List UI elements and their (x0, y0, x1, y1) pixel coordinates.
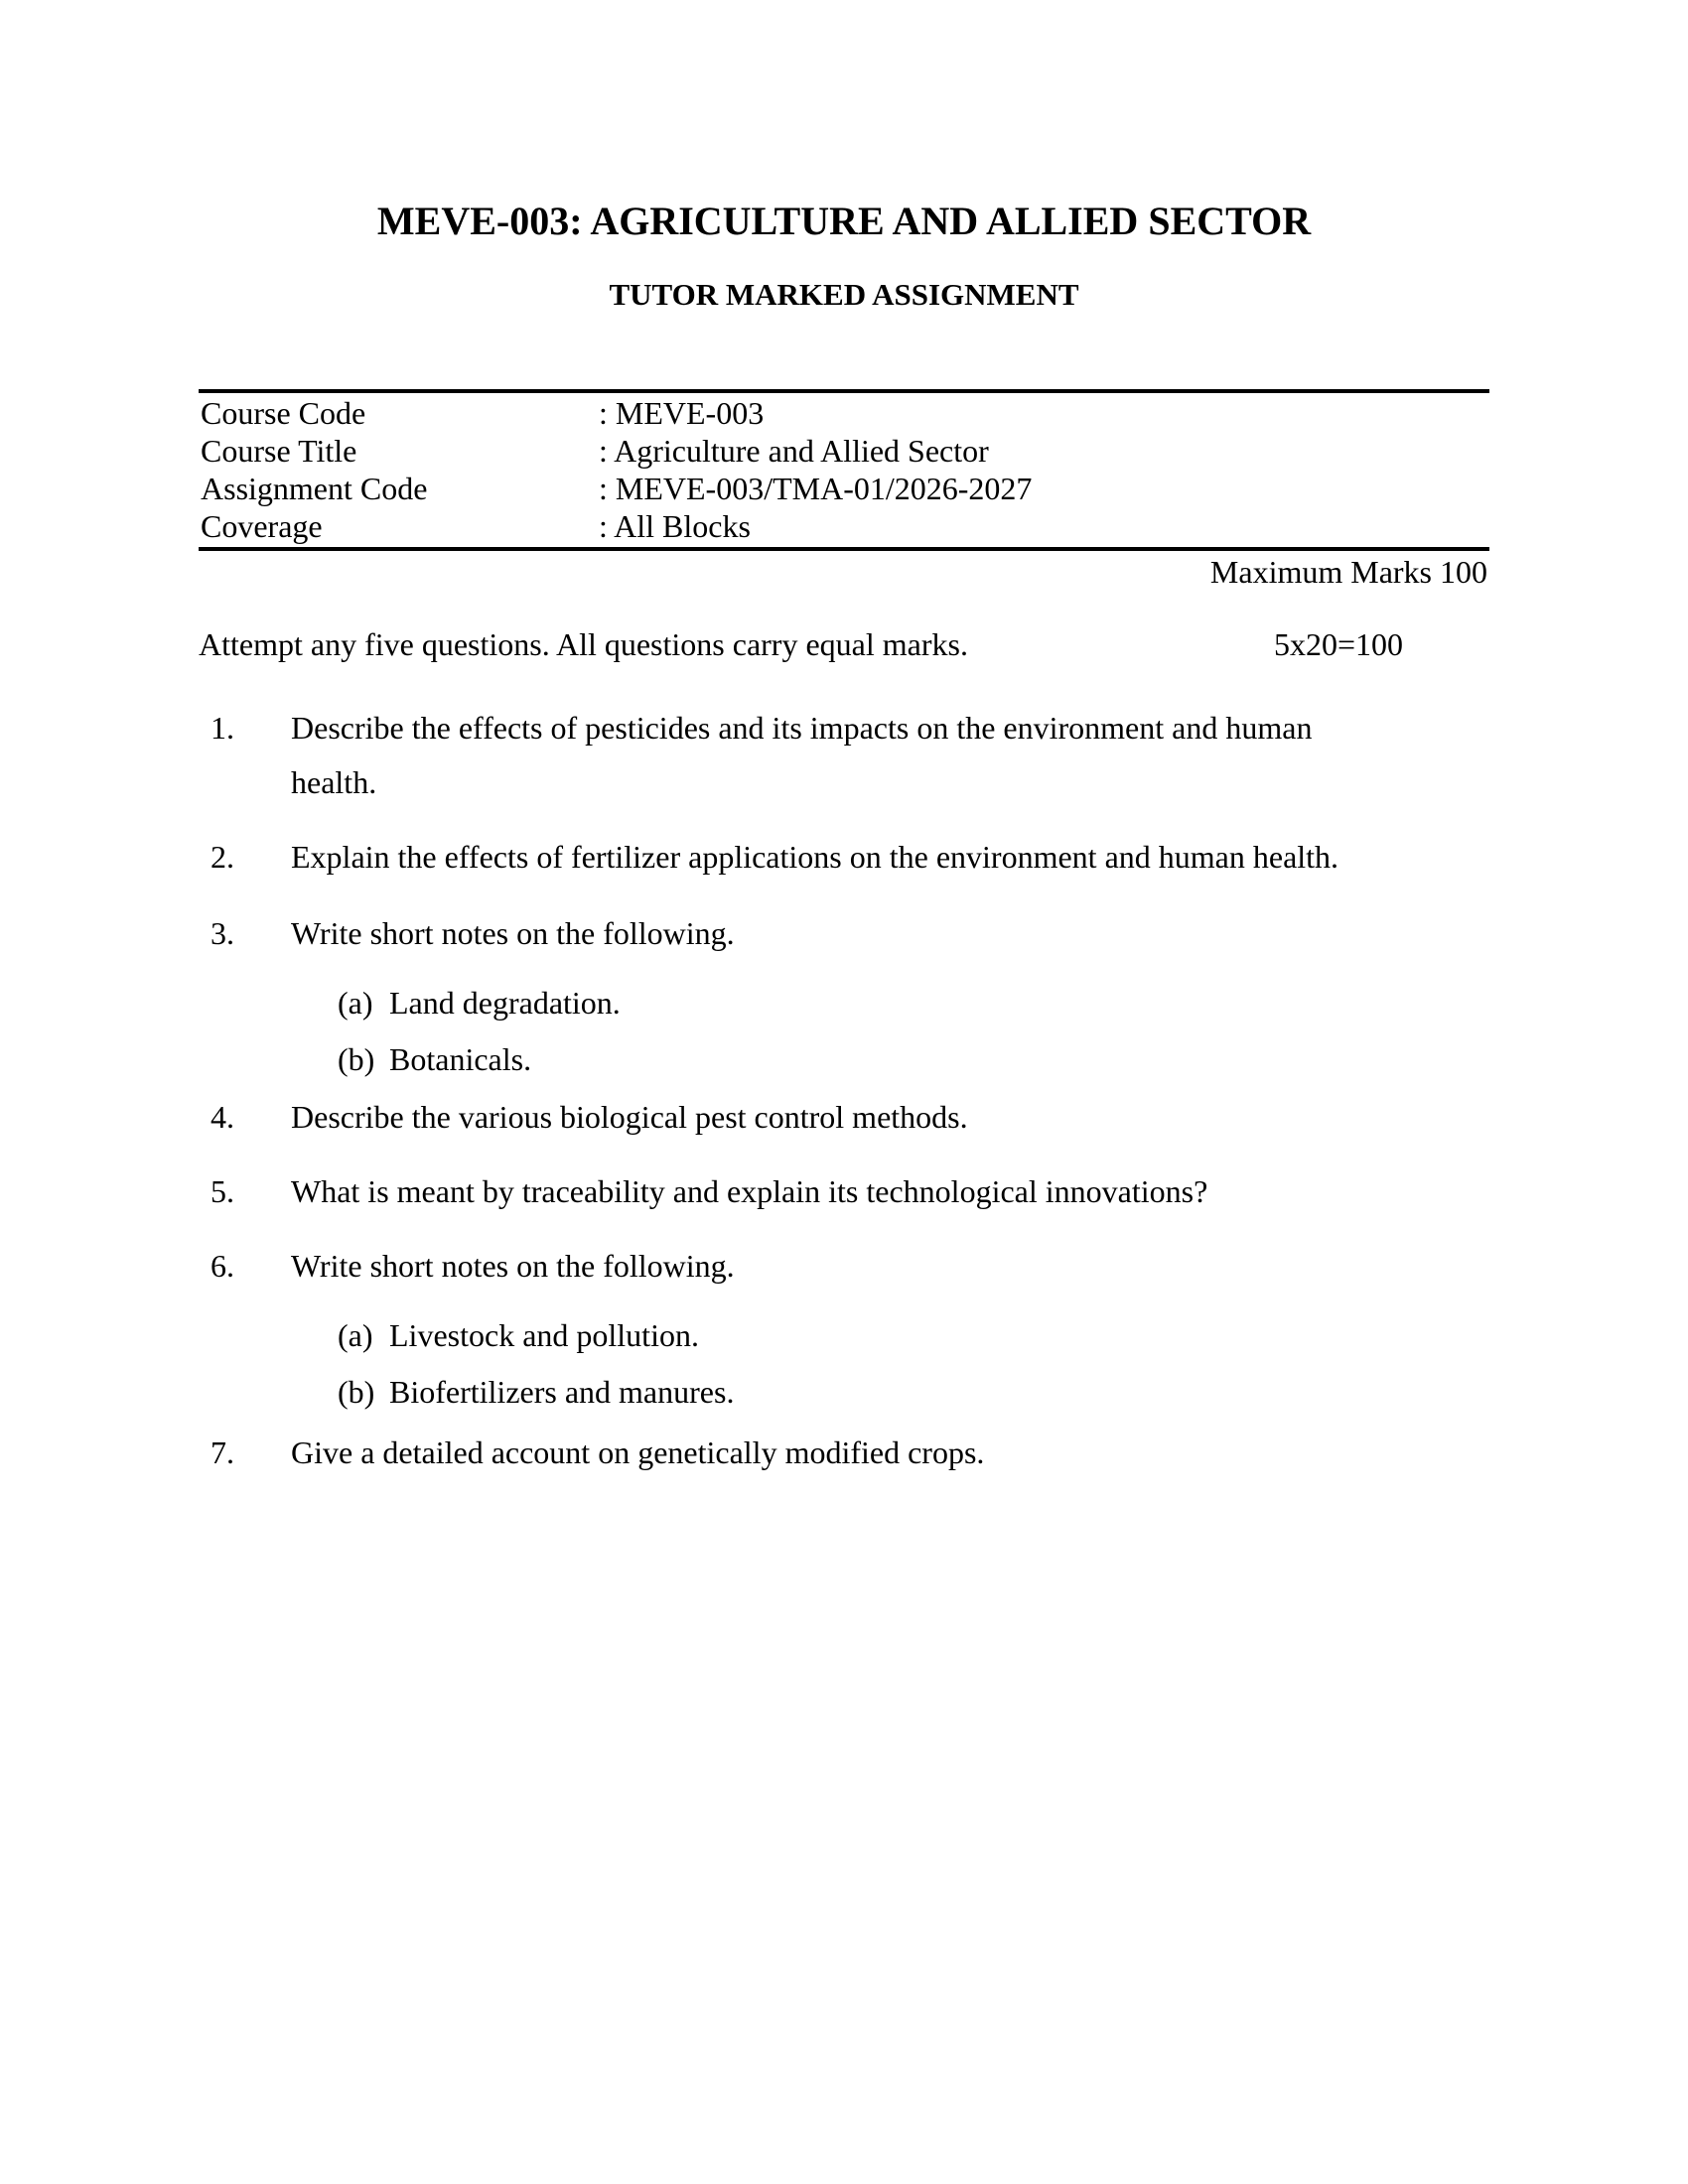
question-number: 2. (211, 839, 234, 875)
page-subtitle: TUTOR MARKED ASSIGNMENT (609, 277, 1079, 312)
marks-scheme: 5x20=100 (1273, 626, 1403, 662)
question-number: 3. (211, 915, 234, 951)
sub-question-item (199, 1307, 1489, 1364)
course-title-value: : Agriculture and Allied Sector (599, 433, 989, 469)
question-number: 5. (211, 1173, 234, 1209)
question-line: Explain the effects of fertilizer applications on the environment and human health. (291, 839, 1339, 875)
question-line: Give a detailed account on genetically modified crops. (291, 1434, 985, 1470)
question-line: Write short notes on the following. (291, 915, 735, 951)
question-line: Describe the effects of pesticides and its impacts on the environment and human (291, 710, 1313, 746)
question-item (199, 1426, 1489, 1480)
question-number: 1. (211, 710, 234, 746)
assignment-code-value: : MEVE-003/TMA-01/2026-2027 (599, 471, 1033, 506)
assignment-code-label: Assignment Code (201, 471, 428, 506)
sub-question-text: Biofertilizers and manures. (389, 1374, 735, 1410)
course-code-label: Course Code (201, 395, 366, 431)
course-info-table (199, 389, 1489, 551)
sub-question-text: Botanicals. (389, 1041, 532, 1077)
sub-question-text: Livestock and pollution. (389, 1317, 699, 1353)
coverage-label: Coverage (201, 508, 323, 544)
sub-question-marker: (b) (338, 1041, 375, 1077)
sub-question-list (199, 1307, 1489, 1421)
question-text (291, 1239, 1489, 1294)
question-text (291, 830, 1489, 885)
sub-question-marker: (a) (338, 1317, 373, 1353)
course-code-value: : MEVE-003 (599, 395, 765, 431)
question-line: health. (291, 764, 377, 800)
question-text (291, 1164, 1489, 1219)
question-line: What is meant by traceability and explain its technological innovations? (291, 1173, 1208, 1209)
question-item (199, 701, 1489, 810)
question-item (199, 1239, 1489, 1294)
question-text (291, 701, 1489, 810)
question-number: 4. (211, 1099, 234, 1135)
sub-question-item (199, 1364, 1489, 1421)
sub-question-item (199, 975, 1489, 1031)
table-row (199, 394, 1489, 432)
question-item (199, 830, 1489, 885)
sub-question-text: Land degradation. (389, 985, 621, 1021)
question-item (199, 1090, 1489, 1145)
sub-question-list (199, 975, 1489, 1088)
maximum-marks: Maximum Marks 100 (1209, 554, 1487, 590)
table-row (199, 507, 1489, 545)
sub-question-marker: (a) (338, 985, 373, 1021)
sub-question-marker: (b) (338, 1374, 375, 1410)
question-item (199, 1164, 1489, 1219)
question-text (291, 1090, 1489, 1145)
question-item (199, 906, 1489, 961)
instructions-text: Attempt any five questions. All questions carry equal marks. (199, 626, 968, 662)
course-title-label: Course Title (201, 433, 357, 469)
coverage-value: : All Blocks (599, 508, 751, 544)
sub-question-item (199, 1031, 1489, 1088)
page-title: MEVE-003: AGRICULTURE AND ALLIED SECTOR (376, 199, 1312, 243)
question-text (291, 1426, 1489, 1480)
question-number: 6. (211, 1248, 234, 1284)
question-text (291, 906, 1489, 961)
instructions-line (199, 625, 1489, 663)
question-line: Write short notes on the following. (291, 1248, 735, 1284)
table-row (199, 432, 1489, 470)
question-line: Describe the various biological pest control methods. (291, 1099, 968, 1135)
table-row (199, 470, 1489, 507)
question-number: 7. (211, 1434, 234, 1470)
